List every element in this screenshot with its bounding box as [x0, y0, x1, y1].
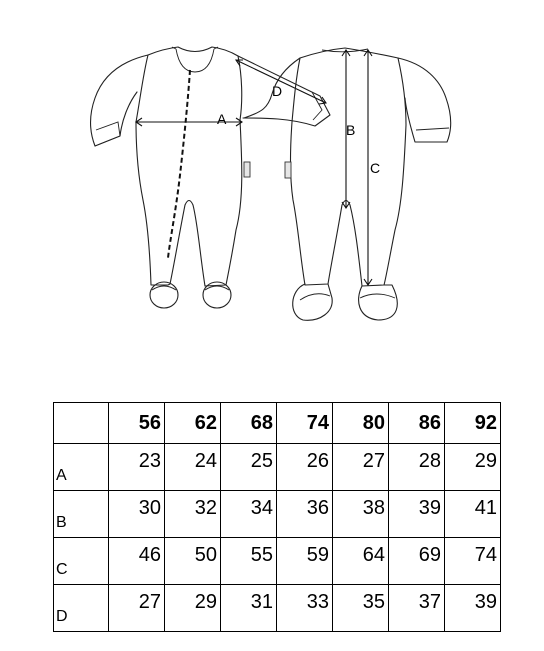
back-right-sole: [360, 294, 395, 298]
size-header-cell: 92: [445, 403, 501, 444]
zipper-line: [168, 70, 190, 258]
measurement-row-b: [54, 491, 501, 538]
table-cell: 38: [333, 491, 389, 538]
measure-label-d: D: [272, 83, 283, 99]
table-cell: 23: [109, 444, 165, 491]
table-corner-cell: [54, 403, 109, 444]
table-cell: 55: [221, 538, 277, 585]
table-cell: 34: [221, 491, 277, 538]
table-cell: 50: [165, 538, 221, 585]
table-cell: 41: [445, 491, 501, 538]
table-cell: 37: [389, 585, 445, 632]
measure-label-a: A: [217, 111, 227, 127]
table-cell: 35: [333, 585, 389, 632]
table-cell: 28: [389, 444, 445, 491]
front-right-sole: [205, 286, 229, 290]
table-cell: 69: [389, 538, 445, 585]
table-cell: 26: [277, 444, 333, 491]
back-left-sole: [300, 294, 330, 300]
back-body-outline: [291, 48, 406, 286]
measurement-row-a: [54, 444, 501, 491]
table-cell: 27: [333, 444, 389, 491]
table-cell: 31: [221, 585, 277, 632]
row-label: D: [54, 585, 109, 632]
table-cell: 64: [333, 538, 389, 585]
front-left-cuff: [95, 122, 120, 146]
front-neckband: [176, 49, 214, 72]
sleepsuit-front: [90, 47, 330, 308]
size-header-cell: 68: [221, 403, 277, 444]
size-header-row: [54, 403, 501, 444]
front-left-sole: [152, 286, 176, 290]
size-header-cell: 80: [333, 403, 389, 444]
size-header-cell: 56: [109, 403, 165, 444]
table-cell: 29: [165, 585, 221, 632]
table-cell: 39: [389, 491, 445, 538]
back-size-tag: [285, 162, 291, 178]
table-cell: 30: [109, 491, 165, 538]
table-cell: 59: [277, 538, 333, 585]
row-label: B: [54, 491, 109, 538]
back-left-foot: [293, 284, 332, 320]
measurement-row-c: [54, 538, 501, 585]
table-cell: 25: [221, 444, 277, 491]
row-label: A: [54, 444, 109, 491]
table-cell: 33: [277, 585, 333, 632]
size-chart-table: [53, 402, 501, 632]
measurement-row-d: [54, 585, 501, 632]
table-cell: 24: [165, 444, 221, 491]
table-cell: 29: [445, 444, 501, 491]
table-cell: 27: [109, 585, 165, 632]
size-header-cell: 86: [389, 403, 445, 444]
front-size-tag: [244, 162, 250, 177]
measure-label-c: C: [370, 160, 381, 176]
table-cell: 46: [109, 538, 165, 585]
table-cell: 39: [445, 585, 501, 632]
size-header-cell: 62: [165, 403, 221, 444]
table-cell: 36: [277, 491, 333, 538]
row-label: C: [54, 538, 109, 585]
back-right-cuff: [415, 128, 449, 142]
table-cell: 74: [445, 538, 501, 585]
measure-label-b: B: [346, 122, 356, 138]
table-cell: 32: [165, 491, 221, 538]
size-header-cell: 74: [277, 403, 333, 444]
back-right-foot: [359, 285, 398, 320]
